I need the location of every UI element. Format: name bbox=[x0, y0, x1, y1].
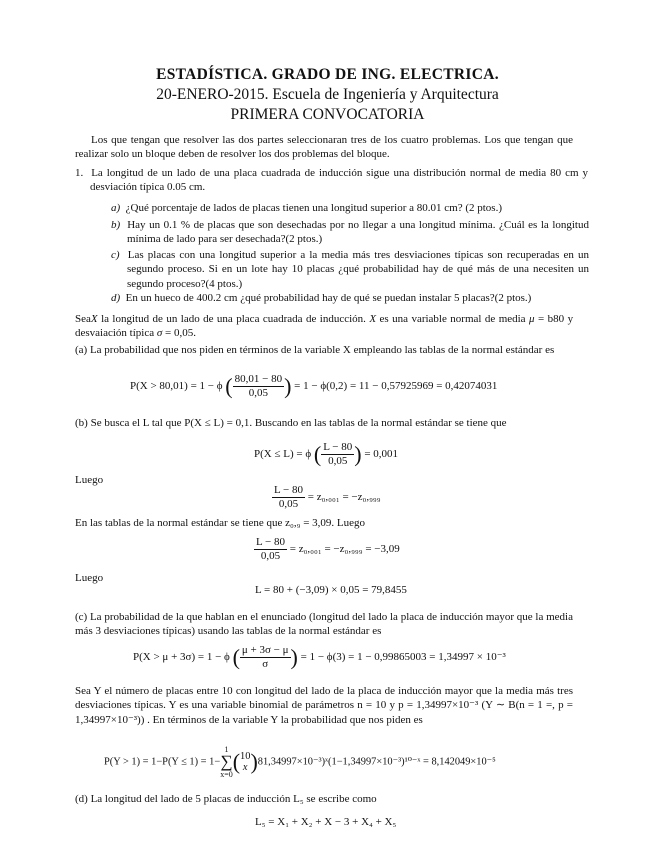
exam-date-school: 20-ENERO-2015. Escuela de Ingeniería y Arquitectura bbox=[156, 86, 499, 103]
tablas-text: En las tablas de la normal estándar se tiene que z₀,₉ = 3,09. Luego bbox=[75, 517, 366, 529]
item-label: d) bbox=[111, 292, 121, 304]
equation-b: P(X ≤ L) = ϕ ( $\frac{L - 80}{0,05}$ ) = 0,001 bbox=[254, 441, 399, 467]
problem-text: La longitud de un lado de una placa cuadrada de inducción sigue una distribución normal de media 80 cm y desviación típica 0.05 cm. bbox=[90, 167, 588, 194]
equation-a: P(X > 80,01) = 1 − ϕ ( $\frac{80,01 - 80}{0,05}$ ) = 1 − ϕ(0,2) = 11 − 0,57925969 = 0,42074031 bbox=[130, 373, 498, 399]
item-d bbox=[111, 291, 589, 305]
item-text: Las placas con una longitud superior a la media más tres desviaciones típicas son recuperadas en un segundo proceso. Si en un lote hay 10 placas ¿qué probabilidad hay de qué más de una necesiten un segundo proceso?(4 ptos.) bbox=[127, 249, 589, 290]
item-label: b) bbox=[111, 219, 121, 231]
equation-h: L₅ = X₁ + X₂ + X − 3 + X₄ + X₅ bbox=[255, 816, 397, 828]
luego-1: Luego bbox=[75, 474, 104, 486]
binomial-text: Sea Y el número de placas entre 10 con longitud del lado de la placa de inducción mayor que la media más tres desviaciones típicas. Y es una variable binomial de parámetros n = 10 y p = 1,34997×10⁻³ (Y ∼ B(n = 1 =, p = 1,34997×10⁻³)) . En términos de la variable Y la probabilidad que nos piden es bbox=[75, 685, 573, 726]
item-text: En un hueco de 400.2 cm ¿qué probabilidad hay de qué se puedan instalar 5 placas?(2 ptos.) bbox=[125, 292, 532, 304]
solution-intro: SeaX la longitud de un lado de una placa cuadrada de inducción. X es una variable normal de media μ = b80 y desvaiación típica σ = 0,05. bbox=[75, 313, 574, 340]
equation-e: L = 80 + (−3,09) × 0,05 = 79,8455 bbox=[255, 584, 407, 596]
problem-statement bbox=[75, 166, 588, 195]
intro-paragraph: Los que tengan que resolver las dos partes seleccionaran tres de los cuatro problemas. Los que tengan que realizar solo un bloque deben de resolver los dos problemas del bloque. bbox=[75, 134, 573, 161]
item-c bbox=[111, 248, 589, 291]
equation-g: P(Y > 1) = 1−P(Y ≤ 1) = 1−1 ∑ x=0( 10 x )81,34997×10⁻³)ˣ(1−1,34997×10⁻³)¹⁰⁻ˣ = 8,142049×10⁻⁵ bbox=[104, 745, 496, 779]
equation-c: $\frac{L - 80}{0,05}$ = z₀,₀₀₁ = −z₀,₉₉₉ bbox=[274, 484, 381, 510]
item-text: ¿Qué porcentaje de lados de placas tienen una longitud superior a 80.01 cm? (2 ptos.) bbox=[125, 202, 502, 214]
equation-d: $\frac{L - 80}{0,05}$ = z₀,₀₀₁ = −z₀,₉₉₉ = −3,09 bbox=[256, 536, 400, 562]
exam-title: ESTADÍSTICA. GRADO DE ING. ELECTRICA. bbox=[156, 66, 499, 83]
item-b bbox=[111, 218, 589, 247]
item-a bbox=[111, 201, 589, 215]
equation-f: P(X > μ + 3σ) = 1 − ϕ ( $\frac{\mu + 3\sigma - \mu}{\sigma}$ ) = 1 − ϕ(3) = 1 − 0,99865003 = 1,34997 × 10⁻³ bbox=[133, 644, 506, 670]
item-text: Hay un 0.1 % de placas que son desechadas por no llegar a una longitud mínima. ¿Cuál es la longitud mínima de lado para ser desechada?(2 ptos.) bbox=[127, 219, 589, 246]
part-c-intro: (c) La probabilidad de la que hablan en el enunciado (longitud del lado la placa de inducción mayor que la media más 3 desviaciones típicas) usando las tablas de la normal estándar es bbox=[75, 611, 573, 638]
item-label: a) bbox=[111, 202, 121, 214]
luego-2: Luego bbox=[75, 572, 104, 584]
exam-convocatoria: PRIMERA CONVOCATORIA bbox=[230, 106, 425, 123]
part-a-intro: (a) La probabilidad que nos piden en términos de la variable X empleando las tablas de la normal estándar es bbox=[75, 344, 555, 356]
part-b-intro: (b) Se busca el L tal que P(X ≤ L) = 0,1. Buscando en las tablas de la normal estándar se tiene que bbox=[75, 417, 507, 429]
problem-number: 1. bbox=[75, 167, 84, 179]
item-label: c) bbox=[111, 249, 120, 261]
part-d-intro: (d) La longitud del lado de 5 placas de inducción L₅ se escribe como bbox=[75, 793, 377, 805]
